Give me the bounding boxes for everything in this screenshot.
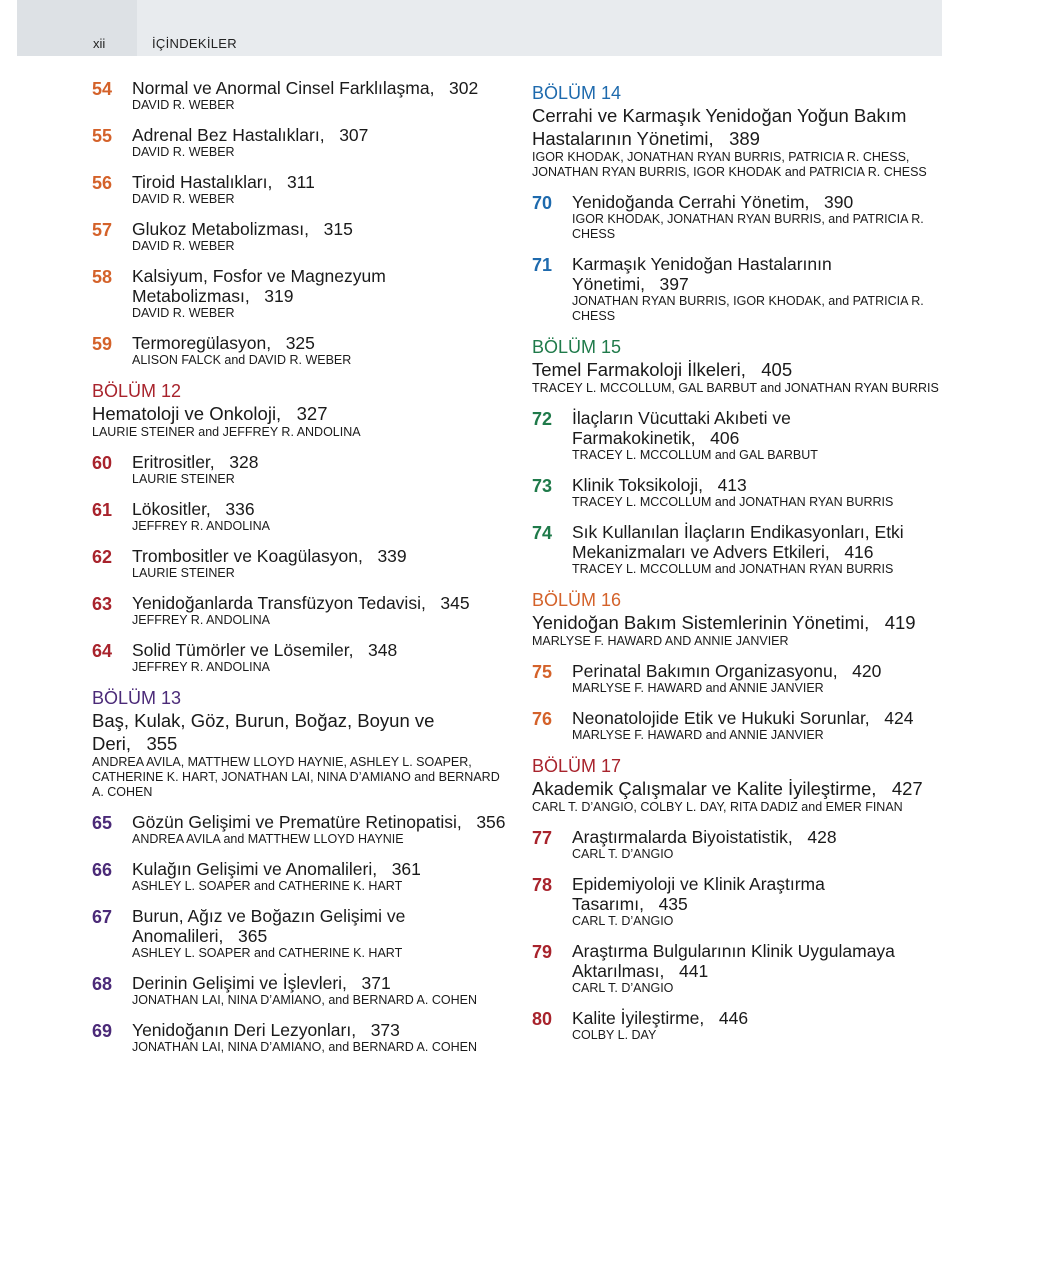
chapter-authors: MARLYSE F. HAWARD and ANNIE JANVIER	[572, 681, 824, 695]
section-title-line	[92, 402, 512, 425]
chapter-title: Lökositler,	[132, 499, 211, 519]
section-title-line	[532, 358, 944, 381]
section-heading	[532, 336, 944, 396]
chapter-authors: ASHLEY L. SOAPER and CATHERINE K. HART	[132, 879, 403, 893]
chapter-number: 72	[532, 409, 553, 429]
chapter-title: Sık Kullanılan İlaçların Endikasyonları, Etki Mekanizmaları ve Advers Etkileri,	[572, 522, 904, 562]
chapter-title-line	[572, 827, 944, 847]
chapter-number: 78	[532, 875, 553, 895]
toc-entry[interactable]	[92, 546, 512, 581]
chapter-title: Burun, Ağız ve Boğazın Gelişimi ve Anomalileri,	[132, 906, 406, 946]
section-label: BÖLÜM 12	[92, 381, 182, 401]
chapter-page: 319	[264, 286, 294, 306]
chapter-authors: JONATHAN LAI, NINA D’AMIANO, and BERNARD A. COHEN	[132, 1040, 477, 1054]
section-label: BÖLÜM 13	[92, 688, 182, 708]
section-heading	[92, 687, 512, 800]
section-title-line	[92, 709, 512, 755]
chapter-title: Normal ve Anormal Cinsel Farklılaşma,	[132, 78, 435, 98]
chapter-title: İlaçların Vücuttaki Akıbeti ve Farmakokinetik,	[572, 408, 791, 448]
chapter-title-line	[132, 973, 512, 993]
chapter-authors: DAVID R. WEBER	[132, 192, 235, 206]
toc-entry[interactable]	[92, 172, 512, 207]
chapter-authors: JEFFREY R. ANDOLINA	[132, 613, 270, 627]
chapter-page: 361	[391, 859, 421, 879]
chapter-title-line	[132, 219, 512, 239]
toc-left-column	[92, 78, 512, 1067]
chapter-title: Yenidoğanlarda Transfüzyon Tedavisi,	[132, 593, 426, 613]
chapter-page: 348	[368, 640, 398, 660]
chapter-authors: TRACEY L. MCCOLLUM and GAL BARBUT	[572, 448, 818, 462]
chapter-authors: JEFFREY R. ANDOLINA	[132, 660, 270, 674]
chapter-title-line	[572, 254, 944, 294]
chapter-number: 61	[92, 500, 113, 520]
section-page: 327	[296, 403, 328, 424]
chapter-page: 371	[361, 973, 391, 993]
chapter-number: 75	[532, 662, 553, 682]
chapter-page: 302	[449, 78, 479, 98]
chapter-title: Neonatolojide Etik ve Hukuki Sorunlar,	[572, 708, 870, 728]
chapter-authors: ASHLEY L. SOAPER and CATHERINE K. HART	[132, 946, 403, 960]
chapter-title: Araştırma Bulgularının Klinik Uygulamaya Aktarılması,	[572, 941, 895, 981]
chapter-title-line	[132, 593, 512, 613]
chapter-page: 446	[718, 1008, 749, 1028]
chapter-number: 69	[92, 1021, 113, 1041]
section-title: Yenidoğan Bakım Sistemlerinin Yönetimi,	[532, 612, 870, 633]
toc-entry[interactable]	[532, 408, 944, 463]
section-page: 419	[884, 612, 916, 633]
toc-entry[interactable]	[92, 333, 512, 368]
chapter-number: 79	[532, 942, 553, 962]
toc-entry[interactable]	[92, 266, 512, 321]
toc-entry[interactable]	[92, 973, 512, 1008]
chapter-authors: DAVID R. WEBER	[132, 98, 235, 112]
chapter-title: Araştırmalarda Biyoistatistik,	[572, 827, 793, 847]
toc-entry[interactable]	[532, 192, 944, 242]
chapter-number: 57	[92, 220, 113, 240]
chapter-title: Yenidoğanda Cerrahi Yönetim,	[572, 192, 810, 212]
chapter-number: 76	[532, 709, 553, 729]
chapter-title-line	[132, 452, 512, 472]
chapter-page: 345	[440, 593, 470, 613]
chapter-title: Tiroid Hastalıkları,	[132, 172, 273, 192]
chapter-page: 328	[229, 452, 259, 472]
toc-entry[interactable]	[532, 1008, 944, 1043]
chapter-number: 54	[92, 79, 113, 99]
chapter-number: 70	[532, 193, 553, 213]
chapter-number: 63	[92, 594, 113, 614]
page-number-cell	[17, 0, 137, 56]
toc-entry[interactable]	[92, 452, 512, 487]
chapter-title-line	[572, 941, 944, 981]
toc-entry[interactable]	[532, 475, 944, 510]
chapter-number: 55	[92, 126, 113, 146]
toc-entry[interactable]	[92, 640, 512, 675]
section-title-line	[532, 611, 944, 634]
chapter-title-line	[132, 812, 512, 832]
section-heading	[532, 755, 944, 815]
chapter-title: Perinatal Bakımın Organizasyonu,	[572, 661, 838, 681]
chapter-page: 365	[238, 926, 268, 946]
toc-entry[interactable]	[92, 1020, 512, 1055]
toc-right-column	[532, 78, 944, 1055]
chapter-number: 77	[532, 828, 553, 848]
toc-entry[interactable]	[532, 708, 944, 743]
section-authors: ANDREA AVILA, MATTHEW LLOYD HAYNIE, ASHLEY L. SOAPER, CATHERINE K. HART, JONATHAN LAI, NINA D’AMIANO and BERNARD A. COHEN	[92, 755, 500, 799]
toc-entry[interactable]	[532, 661, 944, 696]
chapter-title: Termoregülasyon,	[132, 333, 272, 353]
section-page: 405	[761, 359, 793, 380]
chapter-page: 416	[844, 542, 874, 562]
chapter-authors: LAURIE STEINER	[132, 472, 235, 486]
chapter-authors: CARL T. D’ANGIO	[572, 914, 674, 928]
page-header	[17, 0, 942, 56]
chapter-title-line	[572, 408, 944, 448]
chapter-number: 74	[532, 523, 553, 543]
section-page: 427	[891, 778, 923, 799]
chapter-title: Eritrositler,	[132, 452, 215, 472]
chapter-number: 60	[92, 453, 113, 473]
section-title: Hematoloji ve Onkoloji,	[92, 403, 282, 424]
chapter-title: Karmaşık Yenidoğan Hastalarının Yönetimi,	[572, 254, 832, 294]
chapter-authors: JONATHAN RYAN BURRIS, IGOR KHODAK, and PATRICIA R. CHESS	[572, 294, 924, 323]
toc-entry[interactable]	[532, 874, 944, 929]
toc-entry[interactable]	[532, 254, 944, 324]
section-title: Baş, Kulak, Göz, Burun, Boğaz, Boyun ve Deri,	[92, 710, 435, 754]
chapter-title: Adrenal Bez Hastalıkları,	[132, 125, 325, 145]
chapter-number: 67	[92, 907, 113, 927]
chapter-page: 441	[678, 961, 709, 981]
chapter-page: 315	[323, 219, 353, 239]
chapter-title-line	[132, 546, 512, 566]
toc-entry[interactable]	[92, 78, 512, 113]
chapter-page: 325	[285, 333, 315, 353]
chapter-page: 307	[339, 125, 369, 145]
toc-entry[interactable]	[532, 827, 944, 862]
chapter-authors: TRACEY L. MCCOLLUM and JONATHAN RYAN BURRIS	[572, 562, 894, 576]
chapter-title: Kulağın Gelişimi ve Anomalileri,	[132, 859, 378, 879]
toc-entry[interactable]	[92, 219, 512, 254]
chapter-title-line	[572, 522, 944, 562]
chapter-authors: JEFFREY R. ANDOLINA	[132, 519, 270, 533]
chapter-title-line	[132, 333, 512, 353]
toc-entry[interactable]	[92, 593, 512, 628]
section-title-line	[532, 777, 944, 800]
chapter-title: Trombositler ve Koagülasyon,	[132, 546, 363, 566]
chapter-title: Kalite İyileştirme,	[572, 1008, 705, 1028]
section-heading	[92, 380, 512, 440]
chapter-authors: DAVID R. WEBER	[132, 239, 235, 253]
chapter-title: Glukoz Metabolizması,	[132, 219, 310, 239]
chapter-authors: CARL T. D’ANGIO	[572, 847, 674, 861]
section-heading	[532, 82, 944, 180]
chapter-title-line	[132, 640, 512, 660]
chapter-number: 64	[92, 641, 113, 661]
chapter-title-line	[572, 708, 944, 728]
chapter-number: 56	[92, 173, 113, 193]
section-label: BÖLÜM 14	[532, 83, 622, 103]
chapter-number: 58	[92, 267, 113, 287]
section-page: 389	[729, 128, 760, 149]
chapter-page: 356	[476, 812, 506, 832]
chapter-page: 311	[286, 172, 315, 192]
toc-entry[interactable]	[92, 906, 512, 961]
toc-entry[interactable]	[92, 859, 512, 894]
chapter-title: Gözün Gelişimi ve Prematüre Retinopatisi,	[132, 812, 462, 832]
chapter-page: 339	[377, 546, 407, 566]
chapter-number: 68	[92, 974, 113, 994]
chapter-authors: TRACEY L. MCCOLLUM and JONATHAN RYAN BURRIS	[572, 495, 894, 509]
chapter-page: 373	[370, 1020, 400, 1040]
chapter-title-line	[132, 859, 512, 879]
chapter-title-line	[132, 1020, 512, 1040]
chapter-page: 406	[710, 428, 740, 448]
chapter-authors: ANDREA AVILA and MATTHEW LLOYD HAYNIE	[132, 832, 404, 846]
chapter-number: 80	[532, 1009, 553, 1029]
chapter-number: 59	[92, 334, 113, 354]
chapter-title-line	[132, 266, 512, 306]
section-title-line	[532, 104, 944, 150]
chapter-title-line	[132, 172, 512, 192]
chapter-number: 65	[92, 813, 113, 833]
chapter-authors: COLBY L. DAY	[572, 1028, 657, 1042]
chapter-title-line	[132, 499, 512, 519]
chapter-authors: IGOR KHODAK, JONATHAN RYAN BURRIS, and PATRICIA R. CHESS	[572, 212, 924, 241]
page-number: xii	[93, 36, 106, 51]
chapter-number: 73	[532, 476, 553, 496]
section-label: BÖLÜM 16	[532, 590, 622, 610]
section-authors: IGOR KHODAK, JONATHAN RYAN BURRIS, PATRICIA R. CHESS, JONATHAN RYAN BURRIS, IGOR KHODAK and PATRICIA R. CHESS	[532, 150, 927, 179]
chapter-title-line	[572, 192, 944, 212]
chapter-page: 428	[807, 827, 837, 847]
section-authors: LAURIE STEINER and JEFFREY R. ANDOLINA	[92, 425, 361, 439]
chapter-authors: MARLYSE F. HAWARD and ANNIE JANVIER	[572, 728, 824, 742]
section-title: Temel Farmakoloji İlkeleri,	[532, 359, 746, 380]
section-heading	[532, 589, 944, 649]
chapter-authors: JONATHAN LAI, NINA D’AMIANO, and BERNARD A. COHEN	[132, 993, 477, 1007]
toc-entry[interactable]	[92, 499, 512, 534]
section-label: BÖLÜM 17	[532, 756, 622, 776]
chapter-title: Yenidoğanın Deri Lezyonları,	[132, 1020, 357, 1040]
chapter-title-line	[132, 125, 512, 145]
chapter-title: Klinik Toksikoloji,	[572, 475, 703, 495]
section-authors: MARLYSE F. HAWARD AND ANNIE JANVIER	[532, 634, 789, 648]
chapter-page: 420	[852, 661, 882, 681]
toc-entry[interactable]	[532, 941, 944, 996]
chapter-number: 71	[532, 255, 553, 275]
chapter-title-line	[572, 661, 944, 681]
chapter-title: Derinin Gelişimi ve İşlevleri,	[132, 973, 347, 993]
chapter-title-line	[572, 1008, 944, 1028]
chapter-title-line	[132, 78, 512, 98]
section-title: Akademik Çalışmalar ve Kalite İyileştirme,	[532, 778, 877, 799]
chapter-number: 66	[92, 860, 113, 880]
chapter-page: 336	[225, 499, 255, 519]
running-title: İÇİNDEKİLER	[152, 36, 237, 51]
chapter-title-line	[572, 475, 944, 495]
section-label: BÖLÜM 15	[532, 337, 622, 357]
chapter-title-line	[572, 874, 944, 914]
chapter-page: 424	[884, 708, 914, 728]
chapter-title-line	[132, 906, 512, 946]
chapter-authors: CARL T. D’ANGIO	[572, 981, 674, 995]
chapter-authors: ALISON FALCK and DAVID R. WEBER	[132, 353, 352, 367]
chapter-page: 413	[717, 475, 747, 495]
chapter-title: Kalsiyum, Fosfor ve Magnezyum Metabolizması,	[132, 266, 386, 306]
toc-entry[interactable]	[92, 812, 512, 847]
chapter-title: Solid Tümörler ve Lösemiler,	[132, 640, 354, 660]
chapter-number: 62	[92, 547, 113, 567]
chapter-title: Epidemiyoloji ve Klinik Araştırma Tasarımı,	[572, 874, 825, 914]
section-title: Cerrahi ve Karmaşık Yenidoğan Yoğun Bakım Hastalarının Yönetimi,	[532, 105, 907, 149]
toc-entry[interactable]	[92, 125, 512, 160]
chapter-page: 435	[658, 894, 688, 914]
section-authors: TRACEY L. MCCOLLUM, GAL BARBUT and JONATHAN RYAN BURRIS	[532, 381, 939, 395]
chapter-page: 390	[824, 192, 854, 212]
section-authors: CARL T. D’ANGIO, COLBY L. DAY, RITA DADIZ and EMER FINAN	[532, 800, 903, 814]
chapter-page: 397	[659, 274, 689, 294]
chapter-authors: DAVID R. WEBER	[132, 145, 235, 159]
chapter-authors: LAURIE STEINER	[132, 566, 235, 580]
section-page: 355	[146, 733, 178, 754]
toc-entry[interactable]	[532, 522, 944, 577]
chapter-authors: DAVID R. WEBER	[132, 306, 235, 320]
